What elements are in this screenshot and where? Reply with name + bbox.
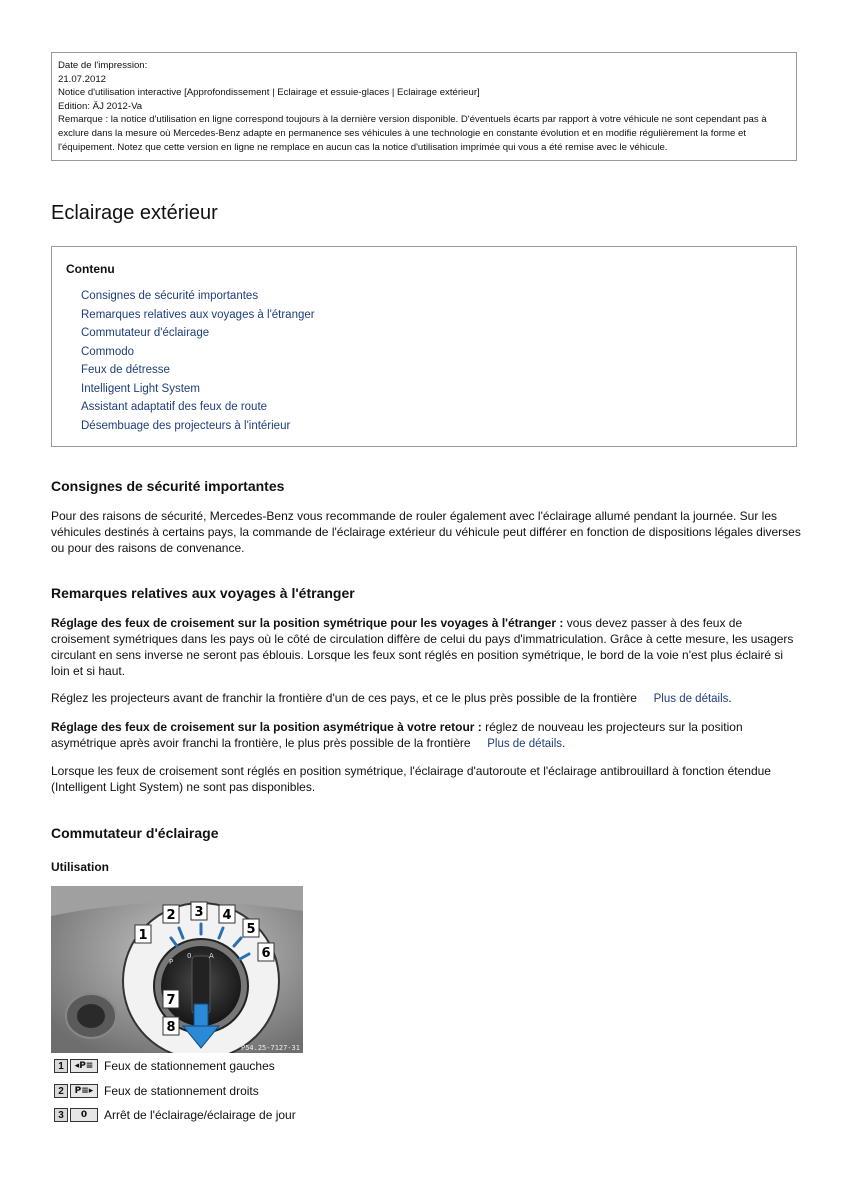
- svg-text:A: A: [209, 952, 214, 960]
- legend-number: 3: [54, 1108, 68, 1122]
- legend-row: [54, 1057, 275, 1075]
- print-info-box: [51, 52, 797, 161]
- travel-p3-text: réglez de nouveau les projecteurs sur la position asymétrique après avoir franchi la frontière, le plus près possible de la frontière: [51, 720, 743, 750]
- travel-paragraph-1: [51, 615, 801, 679]
- legend-number: 1: [54, 1059, 68, 1073]
- legend-row: [54, 1106, 296, 1124]
- legend-label: Arrêt de l'éclairage/éclairage de jour: [104, 1108, 296, 1122]
- figure-number: 7: [166, 993, 176, 1008]
- svg-text:P: P: [169, 958, 174, 966]
- page-title: Eclairage extérieur: [51, 202, 218, 224]
- figure-number: 2: [166, 908, 176, 923]
- figure-caption: P54.25-7127-31: [240, 1044, 300, 1052]
- travel-heading: Remarques relatives aux voyages à l'étranger: [51, 585, 355, 601]
- parking-light-right-icon: P≡▸: [70, 1084, 98, 1098]
- remark: Remarque : la notice d'utilisation en ligne correspond toujours à la dernière version disponible. D'éventuels écarts par rapport à votre véhicule ne sont cependant pas à exclure dans la mesure où Mercedes-Benz adapte en permanence ses véhicules à une technologie en constante évolution et en modifie régulièrement la forme et l'équipement. Notez que cette version en ligne ne remplace en aucun cas la notice d'utilisation imprimée qui vous a été remise avec le véhicule.: [58, 114, 767, 153]
- toc-link[interactable]: Commutateur d'éclairage: [81, 327, 210, 339]
- switch-heading: Commutateur d'éclairage: [51, 825, 219, 841]
- svg-text:0: 0: [187, 952, 192, 960]
- lights-off-icon: 0: [70, 1108, 98, 1122]
- figure-number: 4: [222, 908, 232, 923]
- safety-text: Pour des raisons de sécurité, Mercedes-Benz vous recommande de rouler également avec l'éclairage allumé pendant la journée. Sur les véhicules destinés à certains pays, la commande de l'éclairage extérieur du véhicule peut différer en fonction de dispositions légales diverses ou pour des raisons de convenance.: [51, 509, 801, 555]
- travel-p1-text: vous devez passer à des feux de croisement symétriques dans les pays où le côté de circulation diffère de celui du pays d'immatriculation. Grâce à cette mesure, les usagers circulant en sens inverse ne seront pas éblouis. Lorsque les feux sont réglés en position symétrique, le bord de la voie n'est plus éclairé si loin et si haut.: [51, 616, 794, 678]
- travel-p2-text: Réglez les projecteurs avant de franchir la frontière d'un de ces pays, et ce le plus près possible de la frontière: [51, 691, 637, 705]
- parking-light-left-icon: ◂P≡: [70, 1059, 98, 1073]
- toc-list: [81, 287, 315, 435]
- light-switch-illustration: [51, 886, 303, 1053]
- safety-heading: Consignes de sécurité importantes: [51, 478, 285, 494]
- toc-link[interactable]: Feux de détresse: [81, 364, 170, 376]
- toc-link[interactable]: Intelligent Light System: [81, 382, 200, 395]
- figure-number: 1: [138, 928, 148, 943]
- breadcrumb: Notice d'utilisation interactive [Approfondissement | Eclairage et essuie-glaces | Eclairage extérieur]: [58, 87, 480, 99]
- details-link[interactable]: Plus de détails: [487, 738, 563, 750]
- legend-number: 2: [54, 1084, 68, 1098]
- travel-paragraph-3: Réglage des feux de croisement sur la position asymétrique à votre retour : réglez de nouveau les projecteurs sur la position asymétrique après avoir franchi la frontière, le plus près possible de la frontière Plus de détails.: [51, 720, 743, 750]
- edition: Edition: ÄJ 2012-Va: [58, 100, 143, 112]
- toc-link[interactable]: Désembuage des projecteurs à l'intérieur: [81, 419, 291, 432]
- print-date: 21.07.2012: [58, 73, 107, 85]
- toc-title: Contenu: [66, 262, 115, 276]
- light-switch-figure: [51, 886, 303, 1053]
- legend-label: Feux de stationnement gauches: [104, 1059, 275, 1073]
- print-date-label: Date de l'impression:: [58, 60, 148, 71]
- legend-row: [54, 1082, 259, 1100]
- travel-p3-bold: Réglage des feux de croisement sur la position asymétrique à votre retour :: [51, 720, 482, 734]
- usage-subheading: Utilisation: [51, 860, 110, 874]
- toc-link[interactable]: Consignes de sécurité importantes: [81, 290, 259, 302]
- figure-number: 6: [261, 946, 271, 961]
- toc-link[interactable]: Commodo: [81, 345, 135, 358]
- figure-number: 3: [194, 905, 204, 920]
- figure-number: 8: [166, 1020, 176, 1035]
- toc-link[interactable]: Assistant adaptatif des feux de route: [81, 401, 268, 413]
- travel-p1-bold: Réglage des feux de croisement sur la position symétrique pour les voyages à l'étranger :: [51, 616, 564, 630]
- travel-paragraph-4: Lorsque les feux de croisement sont réglés en position symétrique, l'éclairage d'autoroute et l'éclairage antibrouillard à fonction étendue (Intelligent Light System) ne sont pas disponibles.: [51, 764, 771, 794]
- details-link[interactable]: Plus de détails: [653, 693, 729, 705]
- figure-number: 5: [246, 922, 256, 937]
- toc-box: [51, 246, 797, 447]
- toc-link[interactable]: Remarques relatives aux voyages à l'étranger: [81, 308, 315, 321]
- legend-label: Feux de stationnement droits: [104, 1084, 259, 1098]
- travel-paragraph-2: Réglez les projecteurs avant de franchir la frontière d'un de ces pays, et ce le plus près possible de la frontière Plus de détails.: [51, 691, 732, 705]
